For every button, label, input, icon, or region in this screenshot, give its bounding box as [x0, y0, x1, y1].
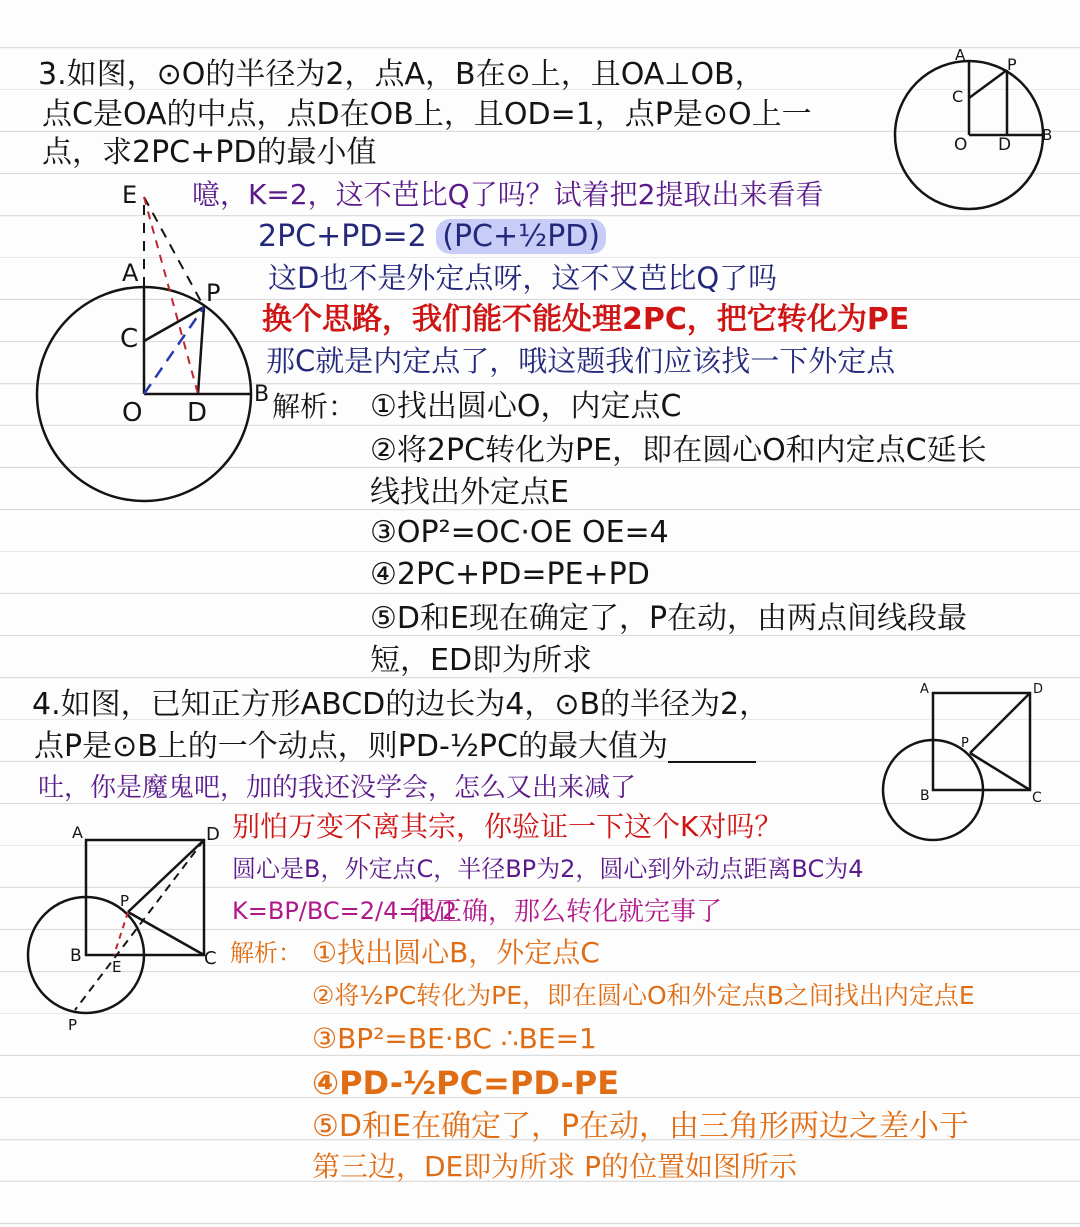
p3-question-line1: 3.如图，⊙O的半径为2，点A，B在⊙上，且OA⊥OB， [38, 57, 765, 92]
p3-step-1: ①找出圆心O，内定点C [370, 389, 682, 424]
p3-small-figure [880, 40, 1060, 220]
p4-small-label-P: P [961, 736, 969, 751]
p3-step-2-cont: 线找出外定点E [370, 475, 569, 510]
p4-step-1: ①找出圆心B，外定点C [312, 936, 600, 969]
p3-small-label-P: P [1007, 55, 1017, 74]
p3-question-line3: 点，求2PC+PD的最小值 [42, 135, 377, 170]
p4-small-label-B: B [920, 788, 930, 804]
p3-step-3: ③OP²=OC·OE OE=4 [370, 515, 669, 550]
p4-k-comment: 很正确，那么转化就完事了 [410, 897, 723, 927]
p3-small-label-C: C [952, 87, 964, 106]
p4-big-label-B: B [70, 946, 82, 966]
p4-question-line2-pre: 点P是⊙B上的一个动点，则PD- [34, 729, 450, 764]
p4-big-label-E: E [112, 958, 122, 976]
p3-step-5: ⑤D和E现在确定了，P在动，由两点间线段最 [370, 601, 968, 636]
p4-big-label-P-lower: P [68, 1016, 78, 1034]
p3-big-label-B: B [254, 382, 270, 407]
p4-comment-2: 别怕万变不离其宗，你验证一下这个K对吗？ [232, 810, 783, 843]
p3-small-label-B: B [1042, 126, 1053, 144]
p4-step-2: ②将½PC转化为PE，即在圆心O和外定点B之间找出内定点E [312, 981, 975, 1010]
p4-step-5-cont: 第三边，DE即为所求 P的位置如图所示 [312, 1150, 798, 1183]
p4-question-line1: 4.如图，已知正方形ABCD的边长为4，⊙B的半径为2， [32, 687, 770, 722]
p4-step-3: ③BP²=BE·BC ∴BE=1 [312, 1022, 597, 1055]
p3-big-label-D: D [187, 398, 208, 428]
p3-question-line2: 点C是OA的中点，点D在OB上，且OD=1，点P是⊙O上一 [42, 97, 812, 132]
p4-small-label-C: C [1032, 790, 1042, 806]
p3-formula [258, 220, 606, 253]
p3-step-2: ②将2PC转化为PE，即在圆心O和内定点C延长 [370, 433, 987, 468]
p3-analysis-label: 解析： [272, 390, 357, 423]
p3-comment-3: 换个思路，我们能不能处理2PC，把它转化为PE [262, 302, 910, 337]
p4-big-label-D: D [206, 824, 220, 845]
p4-big-label-P: P [120, 892, 130, 910]
p4-comment-3: 圆心是B，外定点C，半径BP为2，圆心到外动点距离BC为4 [232, 855, 864, 883]
p3-comment-1: 噫，K=2，这不芭比Q了吗？试着把2提取出来看看 [192, 178, 824, 211]
p4-step-4: ④PD-½PC=PD-PE [312, 1064, 620, 1102]
p3-step-4: ④2PC+PD=PE+PD [370, 557, 650, 592]
p3-formula-highlight: (PC+½PD) [436, 219, 606, 254]
p3-big-label-C: C [120, 324, 139, 354]
p4-analysis-label: 解析： [230, 939, 302, 967]
p3-big-label-P: P [206, 279, 221, 307]
p3-big-label-E: E [122, 181, 138, 209]
p4-big-label-A: A [72, 823, 83, 842]
p3-small-label-O: O [954, 135, 968, 155]
p4-step-5: ⑤D和E在确定了，P在动，由三角形两边之差小于 [312, 1109, 970, 1144]
p3-formula-left: 2PC+PD=2 [258, 219, 427, 254]
p3-small-label-D: D [998, 135, 1012, 155]
p4-big-label-C: C [204, 948, 217, 969]
p4-question-fraction: ½ [449, 729, 479, 764]
p3-big-label-O: O [122, 398, 143, 428]
p4-big-figure [20, 820, 230, 1040]
answer-blank [668, 737, 756, 763]
p3-comment-2: 这D也不是外定点呀，这不又芭比Q了吗 [268, 261, 778, 295]
p4-small-label-D: D [1033, 682, 1044, 697]
p4-small-figure [878, 675, 1058, 845]
p4-small-label-A: A [920, 682, 929, 697]
p4-question-line2-post: PC的最大值为 [478, 729, 668, 764]
p3-step-5-cont: 短，ED即为所求 [370, 643, 593, 678]
p4-comment-1: 吐，你是魔鬼吧，加的我还没学会，怎么又出来减了 [38, 773, 637, 803]
p4-k-formula: K=BP/BC=2/4=1/2 [232, 897, 458, 925]
p3-comment-4: 那C就是内定点了，哦这题我们应该找一下外定点 [266, 344, 896, 378]
p4-question-line2 [34, 730, 756, 763]
p3-big-label-A: A [122, 259, 139, 287]
p3-big-figure [30, 175, 280, 515]
p3-small-label-A: A [955, 46, 966, 64]
